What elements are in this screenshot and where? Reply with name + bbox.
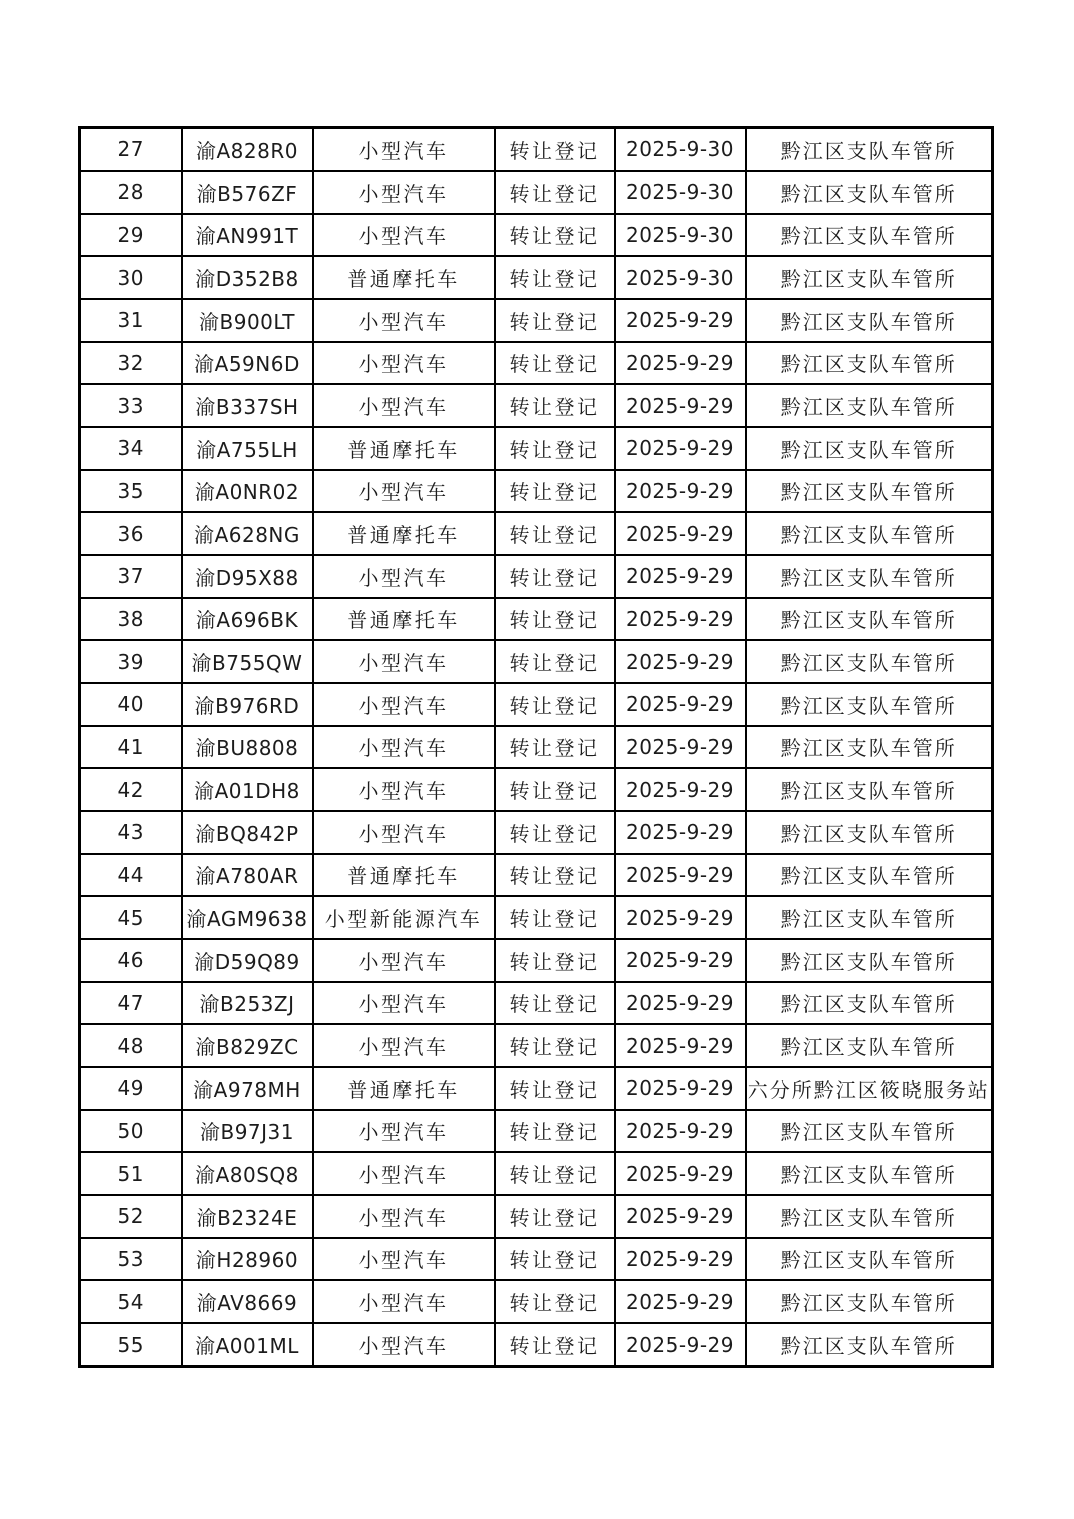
table-row bbox=[80, 640, 993, 683]
table-row bbox=[80, 470, 993, 513]
cell-plate-number: 渝D95X88 bbox=[182, 555, 313, 598]
cell-date: 2025-9-29 bbox=[615, 726, 746, 769]
cell-date: 2025-9-29 bbox=[615, 683, 746, 726]
cell-office: 黔江区支队车管所 bbox=[746, 896, 993, 939]
cell-date: 2025-9-29 bbox=[615, 1152, 746, 1195]
cell-business-type: 转让登记 bbox=[495, 982, 615, 1025]
cell-date: 2025-9-29 bbox=[615, 470, 746, 513]
cell-business-type: 转让登记 bbox=[495, 768, 615, 811]
cell-vehicle-type: 小型汽车 bbox=[313, 214, 495, 257]
cell-date: 2025-9-29 bbox=[615, 1195, 746, 1238]
cell-date: 2025-9-29 bbox=[615, 939, 746, 982]
cell-plate-number: 渝A755LH bbox=[182, 427, 313, 470]
cell-serial-number: 36 bbox=[80, 512, 182, 555]
cell-plate-number: 渝AGM9638 bbox=[182, 896, 313, 939]
cell-plate-number: 渝A978MH bbox=[182, 1067, 313, 1110]
cell-vehicle-type: 小型汽车 bbox=[313, 1195, 495, 1238]
cell-vehicle-type: 小型汽车 bbox=[313, 128, 495, 171]
cell-vehicle-type: 小型汽车 bbox=[313, 768, 495, 811]
cell-vehicle-type: 小型汽车 bbox=[313, 640, 495, 683]
cell-date: 2025-9-29 bbox=[615, 512, 746, 555]
cell-date: 2025-9-29 bbox=[615, 1280, 746, 1323]
cell-office: 黔江区支队车管所 bbox=[746, 939, 993, 982]
cell-serial-number: 50 bbox=[80, 1110, 182, 1153]
table-row bbox=[80, 342, 993, 385]
cell-office: 黔江区支队车管所 bbox=[746, 1024, 993, 1067]
cell-office: 黔江区支队车管所 bbox=[746, 128, 993, 171]
cell-date: 2025-9-30 bbox=[615, 128, 746, 171]
cell-office: 黔江区支队车管所 bbox=[746, 598, 993, 641]
table-row bbox=[80, 1067, 993, 1110]
table-row bbox=[80, 726, 993, 769]
cell-serial-number: 39 bbox=[80, 640, 182, 683]
cell-plate-number: 渝B829ZC bbox=[182, 1024, 313, 1067]
cell-vehicle-type: 小型汽车 bbox=[313, 1323, 495, 1367]
vehicle-registration-table bbox=[78, 126, 994, 1368]
cell-date: 2025-9-29 bbox=[615, 1323, 746, 1367]
cell-serial-number: 47 bbox=[80, 982, 182, 1025]
cell-plate-number: 渝A628NG bbox=[182, 512, 313, 555]
cell-serial-number: 29 bbox=[80, 214, 182, 257]
table-row bbox=[80, 982, 993, 1025]
cell-serial-number: 34 bbox=[80, 427, 182, 470]
cell-business-type: 转让登记 bbox=[495, 555, 615, 598]
cell-business-type: 转让登记 bbox=[495, 683, 615, 726]
cell-vehicle-type: 普通摩托车 bbox=[313, 427, 495, 470]
cell-office: 黔江区支队车管所 bbox=[746, 854, 993, 897]
cell-business-type: 转让登记 bbox=[495, 939, 615, 982]
cell-plate-number: 渝B576ZF bbox=[182, 171, 313, 214]
cell-date: 2025-9-29 bbox=[615, 896, 746, 939]
table-row bbox=[80, 811, 993, 854]
cell-office: 黔江区支队车管所 bbox=[746, 427, 993, 470]
cell-business-type: 转让登记 bbox=[495, 384, 615, 427]
cell-vehicle-type: 普通摩托车 bbox=[313, 512, 495, 555]
cell-plate-number: 渝B976RD bbox=[182, 683, 313, 726]
cell-plate-number: 渝A696BK bbox=[182, 598, 313, 641]
cell-serial-number: 27 bbox=[80, 128, 182, 171]
cell-vehicle-type: 普通摩托车 bbox=[313, 854, 495, 897]
cell-office: 六分所黔江区筱晓服务站 bbox=[746, 1067, 993, 1110]
table-row bbox=[80, 939, 993, 982]
table-row bbox=[80, 171, 993, 214]
cell-serial-number: 35 bbox=[80, 470, 182, 513]
table-row bbox=[80, 1110, 993, 1153]
cell-office: 黔江区支队车管所 bbox=[746, 470, 993, 513]
cell-serial-number: 37 bbox=[80, 555, 182, 598]
cell-office: 黔江区支队车管所 bbox=[746, 1195, 993, 1238]
cell-serial-number: 53 bbox=[80, 1238, 182, 1281]
cell-office: 黔江区支队车管所 bbox=[746, 214, 993, 257]
cell-business-type: 转让登记 bbox=[495, 470, 615, 513]
table-row bbox=[80, 896, 993, 939]
cell-vehicle-type: 小型汽车 bbox=[313, 1024, 495, 1067]
cell-business-type: 转让登记 bbox=[495, 342, 615, 385]
cell-plate-number: 渝A0NR02 bbox=[182, 470, 313, 513]
cell-business-type: 转让登记 bbox=[495, 128, 615, 171]
table-body bbox=[80, 128, 993, 1367]
cell-business-type: 转让登记 bbox=[495, 1024, 615, 1067]
cell-date: 2025-9-29 bbox=[615, 299, 746, 342]
cell-business-type: 转让登记 bbox=[495, 1067, 615, 1110]
cell-serial-number: 32 bbox=[80, 342, 182, 385]
cell-office: 黔江区支队车管所 bbox=[746, 683, 993, 726]
cell-serial-number: 54 bbox=[80, 1280, 182, 1323]
cell-office: 黔江区支队车管所 bbox=[746, 299, 993, 342]
cell-office: 黔江区支队车管所 bbox=[746, 1110, 993, 1153]
cell-date: 2025-9-29 bbox=[615, 384, 746, 427]
cell-office: 黔江区支队车管所 bbox=[746, 256, 993, 299]
cell-business-type: 转让登记 bbox=[495, 1280, 615, 1323]
cell-office: 黔江区支队车管所 bbox=[746, 768, 993, 811]
cell-office: 黔江区支队车管所 bbox=[746, 342, 993, 385]
cell-business-type: 转让登记 bbox=[495, 256, 615, 299]
cell-serial-number: 31 bbox=[80, 299, 182, 342]
cell-business-type: 转让登记 bbox=[495, 854, 615, 897]
cell-office: 黔江区支队车管所 bbox=[746, 726, 993, 769]
cell-serial-number: 52 bbox=[80, 1195, 182, 1238]
table-row bbox=[80, 683, 993, 726]
cell-date: 2025-9-29 bbox=[615, 342, 746, 385]
cell-plate-number: 渝H28960 bbox=[182, 1238, 313, 1281]
cell-vehicle-type: 小型汽车 bbox=[313, 982, 495, 1025]
cell-serial-number: 55 bbox=[80, 1323, 182, 1367]
cell-vehicle-type: 普通摩托车 bbox=[313, 1067, 495, 1110]
cell-plate-number: 渝B337SH bbox=[182, 384, 313, 427]
cell-vehicle-type: 小型新能源汽车 bbox=[313, 896, 495, 939]
cell-plate-number: 渝AV8669 bbox=[182, 1280, 313, 1323]
cell-date: 2025-9-29 bbox=[615, 1067, 746, 1110]
cell-vehicle-type: 小型汽车 bbox=[313, 384, 495, 427]
cell-vehicle-type: 小型汽车 bbox=[313, 1238, 495, 1281]
cell-plate-number: 渝A01DH8 bbox=[182, 768, 313, 811]
table-row bbox=[80, 1280, 993, 1323]
cell-office: 黔江区支队车管所 bbox=[746, 384, 993, 427]
cell-date: 2025-9-30 bbox=[615, 171, 746, 214]
cell-plate-number: 渝BU8808 bbox=[182, 726, 313, 769]
cell-vehicle-type: 小型汽车 bbox=[313, 470, 495, 513]
cell-vehicle-type: 小型汽车 bbox=[313, 683, 495, 726]
cell-vehicle-type: 小型汽车 bbox=[313, 811, 495, 854]
cell-date: 2025-9-29 bbox=[615, 1024, 746, 1067]
cell-plate-number: 渝A80SQ8 bbox=[182, 1152, 313, 1195]
cell-vehicle-type: 小型汽车 bbox=[313, 171, 495, 214]
cell-serial-number: 28 bbox=[80, 171, 182, 214]
cell-serial-number: 38 bbox=[80, 598, 182, 641]
cell-vehicle-type: 小型汽车 bbox=[313, 726, 495, 769]
table-row bbox=[80, 512, 993, 555]
cell-serial-number: 41 bbox=[80, 726, 182, 769]
cell-business-type: 转让登记 bbox=[495, 214, 615, 257]
cell-business-type: 转让登记 bbox=[495, 1195, 615, 1238]
cell-vehicle-type: 小型汽车 bbox=[313, 299, 495, 342]
cell-serial-number: 51 bbox=[80, 1152, 182, 1195]
cell-vehicle-type: 小型汽车 bbox=[313, 342, 495, 385]
cell-date: 2025-9-29 bbox=[615, 768, 746, 811]
cell-plate-number: 渝D59Q89 bbox=[182, 939, 313, 982]
table-row bbox=[80, 1238, 993, 1281]
cell-office: 黔江区支队车管所 bbox=[746, 171, 993, 214]
cell-date: 2025-9-29 bbox=[615, 427, 746, 470]
cell-business-type: 转让登记 bbox=[495, 640, 615, 683]
cell-date: 2025-9-29 bbox=[615, 1110, 746, 1153]
table-row bbox=[80, 1323, 993, 1367]
cell-business-type: 转让登记 bbox=[495, 299, 615, 342]
cell-business-type: 转让登记 bbox=[495, 811, 615, 854]
table-row bbox=[80, 1195, 993, 1238]
cell-office: 黔江区支队车管所 bbox=[746, 640, 993, 683]
cell-serial-number: 30 bbox=[80, 256, 182, 299]
table-row bbox=[80, 384, 993, 427]
cell-business-type: 转让登记 bbox=[495, 1323, 615, 1367]
cell-office: 黔江区支队车管所 bbox=[746, 1323, 993, 1367]
table-row bbox=[80, 214, 993, 257]
cell-serial-number: 45 bbox=[80, 896, 182, 939]
cell-plate-number: 渝AN991T bbox=[182, 214, 313, 257]
cell-plate-number: 渝A828R0 bbox=[182, 128, 313, 171]
cell-vehicle-type: 普通摩托车 bbox=[313, 256, 495, 299]
cell-vehicle-type: 小型汽车 bbox=[313, 1152, 495, 1195]
cell-serial-number: 33 bbox=[80, 384, 182, 427]
cell-vehicle-type: 小型汽车 bbox=[313, 1280, 495, 1323]
cell-serial-number: 42 bbox=[80, 768, 182, 811]
cell-date: 2025-9-29 bbox=[615, 982, 746, 1025]
cell-serial-number: 48 bbox=[80, 1024, 182, 1067]
cell-vehicle-type: 小型汽车 bbox=[313, 555, 495, 598]
cell-date: 2025-9-30 bbox=[615, 214, 746, 257]
cell-date: 2025-9-29 bbox=[615, 640, 746, 683]
cell-office: 黔江区支队车管所 bbox=[746, 811, 993, 854]
cell-vehicle-type: 小型汽车 bbox=[313, 1110, 495, 1153]
cell-business-type: 转让登记 bbox=[495, 1110, 615, 1153]
cell-business-type: 转让登记 bbox=[495, 896, 615, 939]
table-row bbox=[80, 768, 993, 811]
cell-plate-number: 渝D352B8 bbox=[182, 256, 313, 299]
cell-serial-number: 49 bbox=[80, 1067, 182, 1110]
cell-plate-number: 渝B97J31 bbox=[182, 1110, 313, 1153]
cell-plate-number: 渝B900LT bbox=[182, 299, 313, 342]
table-row bbox=[80, 598, 993, 641]
cell-office: 黔江区支队车管所 bbox=[746, 1238, 993, 1281]
cell-office: 黔江区支队车管所 bbox=[746, 1280, 993, 1323]
cell-date: 2025-9-29 bbox=[615, 555, 746, 598]
cell-serial-number: 44 bbox=[80, 854, 182, 897]
cell-plate-number: 渝A001ML bbox=[182, 1323, 313, 1367]
cell-date: 2025-9-30 bbox=[615, 256, 746, 299]
cell-office: 黔江区支队车管所 bbox=[746, 982, 993, 1025]
cell-business-type: 转让登记 bbox=[495, 1238, 615, 1281]
table-row bbox=[80, 854, 993, 897]
table-row bbox=[80, 256, 993, 299]
cell-date: 2025-9-29 bbox=[615, 811, 746, 854]
cell-date: 2025-9-29 bbox=[615, 598, 746, 641]
cell-plate-number: 渝B253ZJ bbox=[182, 982, 313, 1025]
table-row bbox=[80, 1152, 993, 1195]
cell-business-type: 转让登记 bbox=[495, 171, 615, 214]
cell-business-type: 转让登记 bbox=[495, 598, 615, 641]
cell-plate-number: 渝A59N6D bbox=[182, 342, 313, 385]
table-row bbox=[80, 555, 993, 598]
cell-business-type: 转让登记 bbox=[495, 512, 615, 555]
cell-office: 黔江区支队车管所 bbox=[746, 555, 993, 598]
table-row bbox=[80, 1024, 993, 1067]
cell-office: 黔江区支队车管所 bbox=[746, 1152, 993, 1195]
cell-plate-number: 渝B2324E bbox=[182, 1195, 313, 1238]
cell-plate-number: 渝B755QW bbox=[182, 640, 313, 683]
cell-business-type: 转让登记 bbox=[495, 1152, 615, 1195]
cell-plate-number: 渝BQ842P bbox=[182, 811, 313, 854]
cell-serial-number: 40 bbox=[80, 683, 182, 726]
table-row bbox=[80, 299, 993, 342]
cell-date: 2025-9-29 bbox=[615, 854, 746, 897]
table-row bbox=[80, 128, 993, 171]
cell-plate-number: 渝A780AR bbox=[182, 854, 313, 897]
cell-business-type: 转让登记 bbox=[495, 726, 615, 769]
cell-vehicle-type: 小型汽车 bbox=[313, 939, 495, 982]
table-row bbox=[80, 427, 993, 470]
cell-date: 2025-9-29 bbox=[615, 1238, 746, 1281]
cell-serial-number: 46 bbox=[80, 939, 182, 982]
cell-serial-number: 43 bbox=[80, 811, 182, 854]
cell-vehicle-type: 普通摩托车 bbox=[313, 598, 495, 641]
cell-business-type: 转让登记 bbox=[495, 427, 615, 470]
cell-office: 黔江区支队车管所 bbox=[746, 512, 993, 555]
